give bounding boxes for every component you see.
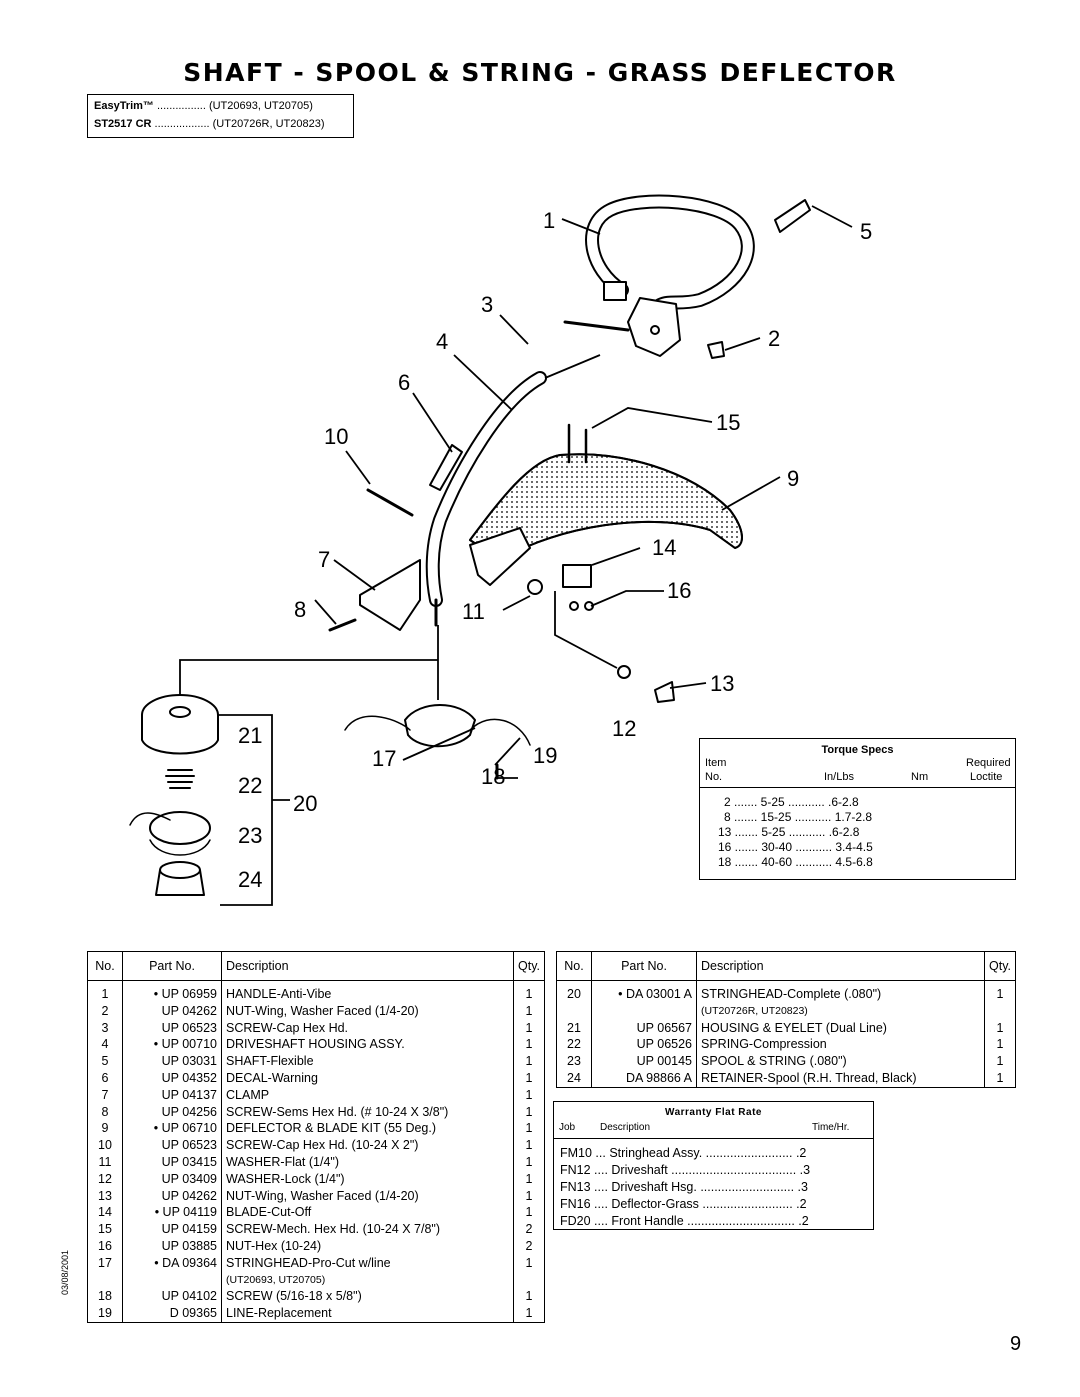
header-no: No. bbox=[88, 952, 123, 981]
header-description: Description bbox=[697, 952, 985, 981]
cell-no: 3 bbox=[88, 1020, 123, 1037]
callout-15: 15 bbox=[716, 410, 741, 435]
callout-5: 5 bbox=[860, 219, 873, 244]
torque-row: 16 ....... 30-40 ........... 3.4-4.5 bbox=[718, 840, 873, 854]
cell-description: NUT-Wing, Washer Faced (1/4-20) bbox=[222, 1003, 514, 1020]
cell-no: 11 bbox=[88, 1154, 123, 1171]
cell-part-no: UP 06526 bbox=[592, 1036, 697, 1053]
cell-part-no: UP 04262 bbox=[123, 1003, 222, 1020]
cell-description: DRIVESHAFT HOUSING ASSY. bbox=[222, 1036, 514, 1053]
warranty-row: FD20 .... Front Handle ............................... .2 bbox=[560, 1214, 809, 1228]
cell-part-no: UP 04137 bbox=[123, 1087, 222, 1104]
parts-row bbox=[88, 1238, 545, 1255]
torque-row: 18 ....... 40-60 ........... 4.5-6.8 bbox=[718, 855, 873, 869]
cell-no: 17 bbox=[88, 1255, 123, 1272]
cell-qty: 1 bbox=[514, 1087, 545, 1104]
col-inlbs: In/Lbs bbox=[824, 771, 854, 783]
cell-part-no: UP 04256 bbox=[123, 1104, 222, 1121]
handle-drawing bbox=[592, 202, 748, 356]
warranty-row: FN13 .... Driveshaft Hsg. ........................... .3 bbox=[560, 1180, 808, 1194]
callout-17: 17 bbox=[372, 746, 397, 771]
cell-no: 13 bbox=[88, 1188, 123, 1205]
callout-19: 19 bbox=[533, 743, 558, 768]
model-row: EasyTrim™ ................ (UT20693, UT20705) bbox=[94, 100, 313, 112]
cell-description: SPRING-Compression bbox=[697, 1036, 985, 1053]
cell-qty: 1 bbox=[514, 1036, 545, 1053]
header-part-no: Part No. bbox=[592, 952, 697, 981]
parts-row bbox=[88, 1255, 545, 1272]
cell-description: SHAFT-Flexible bbox=[222, 1053, 514, 1070]
cell-description: NUT-Hex (10-24) bbox=[222, 1238, 514, 1255]
cell-qty: 1 bbox=[514, 1171, 545, 1188]
cell-part-no bbox=[123, 1272, 222, 1289]
parts-row bbox=[88, 1188, 545, 1205]
cell-description: LINE-Replacement bbox=[222, 1305, 514, 1322]
parts-row bbox=[88, 1020, 545, 1037]
cell-no: 20 bbox=[557, 981, 592, 1003]
cell-qty: 2 bbox=[514, 1221, 545, 1238]
torque-row: 8 ....... 15-25 ........... 1.7-2.8 bbox=[724, 810, 873, 824]
cell-description: STRINGHEAD-Pro-Cut w/line bbox=[222, 1255, 514, 1272]
cell-qty: 1 bbox=[514, 1104, 545, 1121]
callout-6: 6 bbox=[398, 370, 411, 395]
cell-no: 22 bbox=[557, 1036, 592, 1053]
parts-row bbox=[88, 1120, 545, 1137]
col-time: Time/Hr. bbox=[812, 1122, 850, 1133]
cell-qty: 1 bbox=[514, 1137, 545, 1154]
cell-no: 4 bbox=[88, 1036, 123, 1053]
cell-part-no: D 09365 bbox=[123, 1305, 222, 1322]
callout-20: 20 bbox=[293, 791, 318, 816]
cell-part-no bbox=[592, 1003, 697, 1020]
torque-specs-box bbox=[699, 738, 1016, 880]
callout-2: 2 bbox=[768, 326, 781, 351]
cell-part-no: UP 00145 bbox=[592, 1053, 697, 1070]
callout-1: 1 bbox=[543, 208, 556, 233]
cell-no: 8 bbox=[88, 1104, 123, 1121]
col-no: No. bbox=[705, 771, 723, 783]
cell-no: 19 bbox=[88, 1305, 123, 1322]
parts-row bbox=[557, 1053, 1016, 1070]
cell-no: 24 bbox=[557, 1070, 592, 1087]
parts-row bbox=[88, 1272, 545, 1289]
cell-part-no: UP 04102 bbox=[123, 1288, 222, 1305]
cell-no: 5 bbox=[88, 1053, 123, 1070]
parts-row bbox=[88, 1087, 545, 1104]
header-no: No. bbox=[557, 952, 592, 981]
cell-qty: 1 bbox=[514, 1154, 545, 1171]
cell-description: WASHER-Flat (1/4") bbox=[222, 1154, 514, 1171]
cell-description: (UT20726R, UT20823) bbox=[697, 1003, 985, 1020]
parts-row bbox=[557, 981, 1016, 1003]
torque-specs-title: Torque Specs bbox=[821, 744, 894, 756]
cell-qty: 1 bbox=[985, 981, 1016, 1003]
cell-no: 1 bbox=[88, 981, 123, 1003]
callout-8: 8 bbox=[294, 597, 307, 622]
cell-qty: 1 bbox=[985, 1070, 1016, 1087]
col-item: Item bbox=[705, 757, 727, 769]
col-description: Description bbox=[600, 1122, 651, 1133]
model-row: ST2517 CR .................. (UT20726R, UT20823) bbox=[94, 118, 325, 130]
cell-description: RETAINER-Spool (R.H. Thread, Black) bbox=[697, 1070, 985, 1087]
cell-part-no: • UP 06710 bbox=[123, 1120, 222, 1137]
cell-no: 21 bbox=[557, 1020, 592, 1037]
cell-qty: 1 bbox=[514, 1188, 545, 1205]
cell-description: SCREW-Cap Hex Hd. bbox=[222, 1020, 514, 1037]
callout-16: 16 bbox=[667, 578, 692, 603]
cell-description: SPOOL & STRING (.080") bbox=[697, 1053, 985, 1070]
cell-qty: 1 bbox=[985, 1053, 1016, 1070]
cell-part-no: UP 06523 bbox=[123, 1137, 222, 1154]
cell-qty: 1 bbox=[514, 1053, 545, 1070]
cell-no: 7 bbox=[88, 1087, 123, 1104]
col-job: Job bbox=[559, 1122, 576, 1133]
cell-no: 18 bbox=[88, 1288, 123, 1305]
parts-row bbox=[88, 1171, 545, 1188]
cell-qty: 1 bbox=[514, 1070, 545, 1087]
cell-qty: 1 bbox=[514, 1120, 545, 1137]
header-description: Description bbox=[222, 952, 514, 981]
cell-qty: 1 bbox=[514, 1020, 545, 1037]
parts-row bbox=[557, 1070, 1016, 1087]
cell-description: SCREW-Mech. Hex Hd. (10-24 X 7/8") bbox=[222, 1221, 514, 1238]
cell-part-no: UP 03031 bbox=[123, 1053, 222, 1070]
cell-description: SCREW-Cap Hex Hd. (10-24 X 2") bbox=[222, 1137, 514, 1154]
cell-part-no: UP 04262 bbox=[123, 1188, 222, 1205]
cell-part-no: DA 98866 A bbox=[592, 1070, 697, 1087]
warranty-row: FM10 ... Stringhead Assy. ......................... .2 bbox=[560, 1146, 807, 1160]
date-code: 03/08/2001 bbox=[60, 1249, 70, 1295]
cell-description: NUT-Wing, Washer Faced (1/4-20) bbox=[222, 1188, 514, 1205]
cell-part-no: • DA 03001 A bbox=[592, 981, 697, 1003]
parts-row bbox=[88, 1053, 545, 1070]
warranty-flat-rate-box bbox=[553, 1101, 874, 1230]
page-title: SHAFT - SPOOL & STRING - GRASS DEFLECTOR bbox=[183, 58, 897, 87]
cell-description: STRINGHEAD-Complete (.080") bbox=[697, 981, 985, 1003]
callout-18: 18 bbox=[481, 764, 506, 789]
header-qty: Qty. bbox=[514, 952, 545, 981]
cell-part-no: UP 04352 bbox=[123, 1070, 222, 1087]
cell-no: 12 bbox=[88, 1171, 123, 1188]
callout-22: 22 bbox=[238, 773, 263, 798]
parts-row bbox=[88, 1070, 545, 1087]
cell-description: DECAL-Warning bbox=[222, 1070, 514, 1087]
parts-row bbox=[88, 1036, 545, 1053]
cell-no: 9 bbox=[88, 1120, 123, 1137]
cell-description: HANDLE-Anti-Vibe bbox=[222, 981, 514, 1003]
cell-description: (UT20693, UT20705) bbox=[222, 1272, 514, 1289]
cell-part-no: • UP 04119 bbox=[123, 1204, 222, 1221]
parts-row bbox=[88, 1137, 545, 1154]
callout-13: 13 bbox=[710, 671, 735, 696]
cell-no: 16 bbox=[88, 1238, 123, 1255]
cell-description: BLADE-Cut-Off bbox=[222, 1204, 514, 1221]
parts-row bbox=[88, 1204, 545, 1221]
parts-row bbox=[557, 1036, 1016, 1053]
cell-part-no: • UP 06959 bbox=[123, 981, 222, 1003]
callout-4: 4 bbox=[436, 329, 449, 354]
cell-no bbox=[557, 1003, 592, 1020]
cell-part-no: • UP 00710 bbox=[123, 1036, 222, 1053]
cell-no: 14 bbox=[88, 1204, 123, 1221]
parts-row bbox=[88, 1288, 545, 1305]
cell-description: WASHER-Lock (1/4") bbox=[222, 1171, 514, 1188]
cell-qty: 1 bbox=[514, 1204, 545, 1221]
callout-12: 12 bbox=[612, 716, 637, 741]
cell-qty: 1 bbox=[514, 1305, 545, 1322]
cell-qty: 1 bbox=[514, 1255, 545, 1272]
parts-row bbox=[557, 1003, 1016, 1020]
parts-row bbox=[557, 1020, 1016, 1037]
parts-row bbox=[88, 1154, 545, 1171]
parts-table-left bbox=[87, 951, 545, 1323]
callout-14: 14 bbox=[652, 535, 677, 560]
cell-description: DEFLECTOR & BLADE KIT (55 Deg.) bbox=[222, 1120, 514, 1137]
warranty-row: FN12 .... Driveshaft .................................... .3 bbox=[560, 1163, 811, 1177]
warranty-row: FN16 .... Deflector-Grass .......................... .2 bbox=[560, 1197, 807, 1211]
cell-no: 15 bbox=[88, 1221, 123, 1238]
warranty-title: Warranty Flat Rate bbox=[665, 1107, 762, 1118]
cell-part-no: UP 03409 bbox=[123, 1171, 222, 1188]
cell-part-no: UP 04159 bbox=[123, 1221, 222, 1238]
cell-no: 23 bbox=[557, 1053, 592, 1070]
stringhead-parts-drawing bbox=[130, 695, 218, 895]
cell-description: SCREW (5/16-18 x 5/8") bbox=[222, 1288, 514, 1305]
parts-row bbox=[88, 981, 545, 1003]
parts-row bbox=[88, 1221, 545, 1238]
parts-table-right bbox=[556, 951, 1016, 1088]
cell-description: CLAMP bbox=[222, 1087, 514, 1104]
cell-qty: 1 bbox=[514, 1288, 545, 1305]
callout-24: 24 bbox=[238, 867, 263, 892]
cell-no: 10 bbox=[88, 1137, 123, 1154]
page-number: 9 bbox=[1010, 1333, 1022, 1355]
cell-qty: 2 bbox=[514, 1238, 545, 1255]
callout-3: 3 bbox=[481, 292, 494, 317]
cell-part-no: UP 03415 bbox=[123, 1154, 222, 1171]
header-part-no: Part No. bbox=[123, 952, 222, 981]
col-loctite: Loctite bbox=[970, 771, 1003, 783]
cell-part-no: UP 06567 bbox=[592, 1020, 697, 1037]
cell-part-no: • DA 09364 bbox=[123, 1255, 222, 1272]
callout-9: 9 bbox=[787, 466, 800, 491]
torque-row: 13 ....... 5-25 ........... .6-2.8 bbox=[718, 825, 860, 839]
cell-no bbox=[88, 1272, 123, 1289]
callout-11: 11 bbox=[462, 599, 485, 624]
header-qty: Qty. bbox=[985, 952, 1016, 981]
cell-qty bbox=[985, 1003, 1016, 1020]
cell-part-no: UP 03885 bbox=[123, 1238, 222, 1255]
torque-row: 2 ....... 5-25 ........... .6-2.8 bbox=[724, 795, 859, 809]
col-required: Required bbox=[966, 757, 1011, 769]
parts-row bbox=[88, 1305, 545, 1322]
cell-qty bbox=[514, 1272, 545, 1289]
cell-qty: 1 bbox=[514, 1003, 545, 1020]
cell-qty: 1 bbox=[985, 1020, 1016, 1037]
cell-no: 6 bbox=[88, 1070, 123, 1087]
callout-7: 7 bbox=[318, 547, 331, 572]
callout-21: 21 bbox=[238, 723, 263, 748]
col-nm: Nm bbox=[911, 771, 929, 783]
cell-qty: 1 bbox=[514, 981, 545, 1003]
parts-row bbox=[88, 1104, 545, 1121]
cell-description: SCREW-Sems Hex Hd. (# 10-24 X 3/8") bbox=[222, 1104, 514, 1121]
cell-qty: 1 bbox=[985, 1036, 1016, 1053]
parts-row bbox=[88, 1003, 545, 1020]
callout-10: 10 bbox=[324, 424, 349, 449]
cell-no: 2 bbox=[88, 1003, 123, 1020]
cell-part-no: UP 06523 bbox=[123, 1020, 222, 1037]
cell-description: HOUSING & EYELET (Dual Line) bbox=[697, 1020, 985, 1037]
callout-23: 23 bbox=[238, 823, 263, 848]
